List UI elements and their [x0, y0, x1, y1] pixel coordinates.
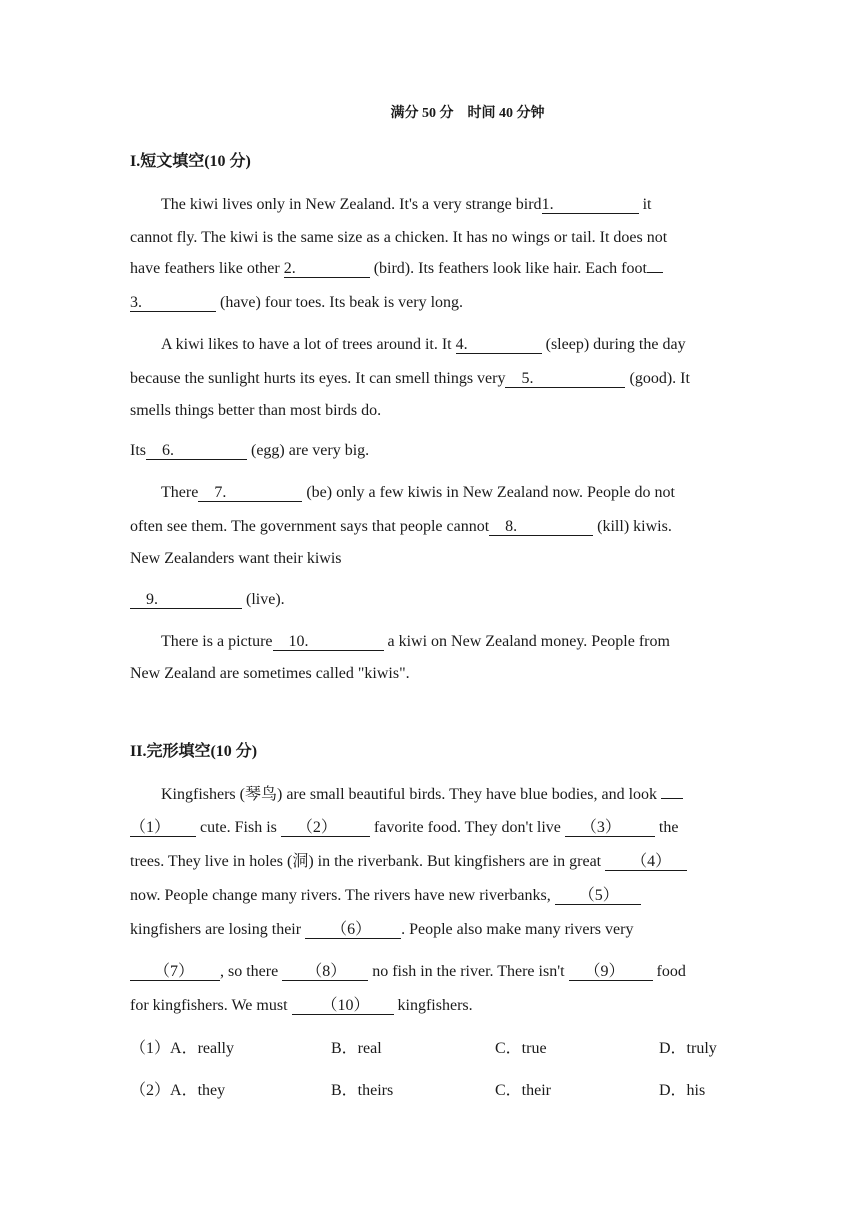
line-text: because the sunlight hurts its eyes. It can smell things very: [130, 370, 506, 387]
line-text: New Zealanders want their kiwis: [130, 550, 342, 567]
passage1-line: [161, 335, 686, 355]
line-text: . People also make many rivers very: [401, 921, 634, 938]
line-text: cute. Fish is: [196, 819, 281, 836]
blank-c8[interactable]: （8）: [282, 963, 368, 981]
line-text: cannot fly. The kiwi is the same size as a chicken. It has no wings or tail. It does not: [130, 229, 668, 246]
line-text: often see them. The government says that people cannot: [130, 518, 490, 535]
blank-1[interactable]: 1.: [542, 196, 639, 214]
blank-9[interactable]: 9.: [130, 591, 242, 609]
question-number: （2）: [130, 1082, 171, 1099]
blank-10[interactable]: 10.: [273, 633, 384, 651]
blank-underline: [661, 798, 683, 799]
line-text: (bird). Its feathers look like hair. Each foot: [369, 260, 647, 277]
passage1-line: [130, 664, 410, 684]
line-text: (good). It: [625, 370, 690, 387]
section1-title: I.短文填空(10 分): [130, 153, 251, 170]
line-text: have feathers like other: [130, 260, 284, 277]
option-c[interactable]: C．true: [495, 1040, 547, 1057]
line-text: the: [654, 819, 679, 836]
line-text: (live).: [242, 591, 285, 608]
line-text: (have) four toes. Its beak is very long.: [216, 294, 464, 311]
section2-title: II.完形填空(10 分): [130, 743, 258, 760]
line-text: for kingfishers. We must: [130, 997, 292, 1014]
line-text: The kiwi lives only in New Zealand. It's a very strange bird: [161, 196, 542, 213]
passage1-line: [161, 483, 675, 503]
blank-c7[interactable]: （7）: [130, 963, 220, 981]
line-text: , so there: [220, 963, 283, 980]
line-text: smells things better than most birds do.: [130, 402, 382, 419]
line-text: New Zealand are sometimes called "kiwis".: [130, 665, 410, 682]
line-text: (kill) kiwis.: [593, 518, 672, 535]
blank-6[interactable]: 6.: [146, 442, 247, 460]
blank-c9[interactable]: （9）: [569, 963, 653, 981]
blank-c5[interactable]: （5）: [555, 887, 641, 905]
passage2-line: [130, 920, 633, 940]
passage1-line: [130, 401, 381, 421]
line-text: kingfishers are losing their: [130, 921, 306, 938]
line-text: There is a picture: [161, 633, 273, 650]
blank-c2[interactable]: （2）: [281, 819, 370, 837]
blank-5[interactable]: 5.: [505, 370, 625, 388]
option-a[interactable]: A．they: [170, 1082, 226, 1099]
line-text: A kiwi likes to have a lot of trees around it. It: [161, 336, 456, 353]
passage2-line: [161, 785, 683, 805]
line-text: now. People change many rivers. The rivers have new riverbanks,: [130, 887, 555, 904]
question-number: （1）: [130, 1040, 171, 1057]
option-b[interactable]: B．real: [331, 1040, 382, 1057]
option-b[interactable]: B．theirs: [331, 1082, 394, 1099]
line-text: (be) only a few kiwis in New Zealand now. People do not: [302, 484, 675, 501]
blank-c3[interactable]: （3）: [565, 819, 655, 837]
line-text: There: [161, 484, 199, 501]
blank-3[interactable]: 3.: [130, 294, 216, 312]
passage1-line: [130, 293, 463, 313]
option-row-1: [130, 1039, 234, 1059]
passage1-line: [130, 549, 341, 569]
line-text: it: [638, 196, 652, 213]
passage2-line: [130, 818, 678, 838]
score-time-header: 满分 50 分 时间 40 分钟: [390, 106, 545, 121]
option-d[interactable]: D．his: [659, 1082, 706, 1099]
passage1-line: [161, 195, 651, 215]
blank-4[interactable]: 4.: [456, 336, 542, 354]
blank-underline: [647, 272, 663, 273]
blank-c6[interactable]: （6）: [305, 921, 401, 939]
passage1-line: [130, 369, 690, 389]
line-text: (egg) are very big.: [247, 442, 370, 459]
line-text: trees. They live in holes (洞) in the riverbank. But kingfishers are in great: [130, 853, 606, 870]
passage1-line: [130, 590, 285, 610]
passage2-line: [130, 886, 641, 906]
passage1-line: [130, 259, 663, 279]
passage2-line: [130, 852, 687, 872]
line-text: Kingfishers (琴鸟) are small beautiful birds. They have blue bodies, and look: [161, 786, 662, 803]
line-text: food: [652, 963, 686, 980]
line-text: a kiwi on New Zealand money. People from: [383, 633, 670, 650]
line-text: (sleep) during the day: [541, 336, 686, 353]
line-text: favorite food. They don't live: [369, 819, 565, 836]
line-text: no fish in the river. There isn't: [368, 963, 569, 980]
option-row-2: [130, 1081, 225, 1101]
passage1-line: [130, 228, 667, 248]
blank-8[interactable]: 8.: [489, 518, 593, 536]
option-a[interactable]: A．really: [170, 1040, 234, 1057]
option-c[interactable]: C．their: [495, 1082, 551, 1099]
blank-c10[interactable]: （10）: [292, 997, 394, 1015]
option-d[interactable]: D．truly: [659, 1040, 717, 1057]
blank-c1[interactable]: （1）: [130, 819, 196, 837]
passage1-line: [130, 517, 672, 537]
passage2-line: [130, 996, 473, 1016]
line-text: kingfishers.: [393, 997, 473, 1014]
blank-2[interactable]: 2.: [284, 260, 370, 278]
passage2-line: [130, 962, 686, 982]
line-text: Its: [130, 442, 146, 459]
blank-7[interactable]: 7.: [198, 484, 302, 502]
blank-c4[interactable]: （4）: [605, 853, 687, 871]
passage1-line: [161, 632, 670, 652]
passage1-line: [130, 441, 369, 461]
